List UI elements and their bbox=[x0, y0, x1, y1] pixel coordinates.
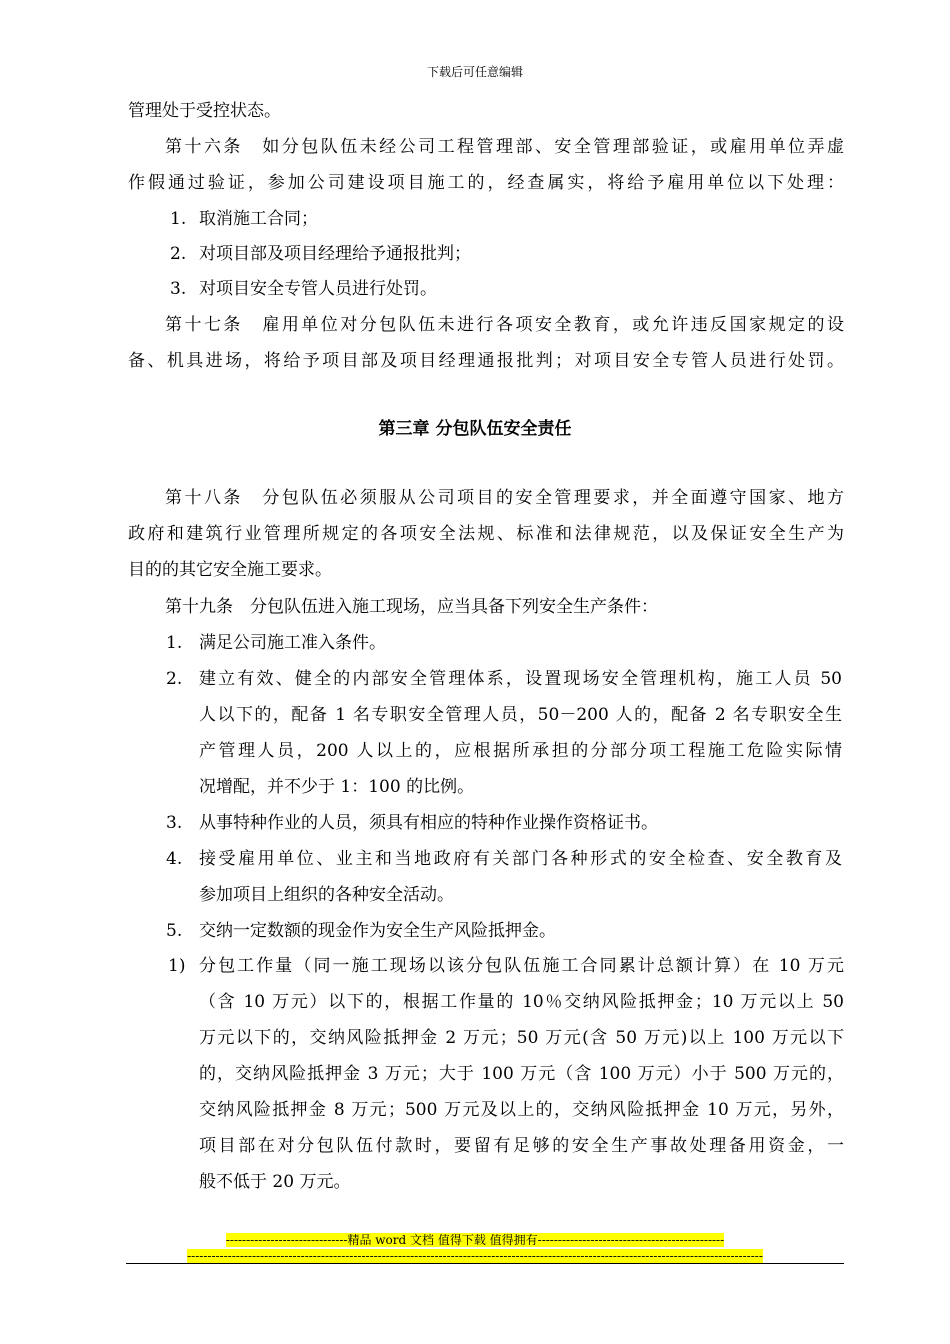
sub-item-continued: 般不低于 20 万元。 bbox=[199, 1172, 351, 1192]
list-number: 2. bbox=[166, 669, 183, 689]
list-item: 接受雇用单位、业主和当地政府有关部门各种形式的安全检查、安全教育及 bbox=[199, 849, 842, 869]
list-item: 建立有效、健全的内部安全管理体系，设置现场安全管理机构，施工人员 50 bbox=[199, 669, 842, 689]
article-16-line-1: 第十六条 如分包队伍未经公司工程管理部、安全管理部验证，或雇用单位弄虚 bbox=[165, 137, 844, 157]
article-18-line-2: 政府和建筑行业管理所规定的各项安全法规、标准和法律规范，以及保证安全生产为 bbox=[128, 524, 844, 544]
page-header-note: 下载后可任意编辑 bbox=[426, 65, 523, 79]
footer-banner-dashes: ---------------------------------------------------------------------------------------------------------------------------------------------- bbox=[187, 1249, 763, 1263]
sub-item-continued: 的，交纳风险抵押金 3 万元；大于 100 万元（含 100 万元）小于 500 万元的， bbox=[199, 1064, 844, 1084]
article-17-line-1: 第十七条 雇用单位对分包队伍未进行各项安全教育，或允许违反国家规定的设 bbox=[165, 315, 844, 335]
article-18-line-3: 目的的其它安全施工要求。 bbox=[128, 560, 332, 580]
sub-item-continued: 交纳风险抵押金 8 万元；500 万元及以上的，交纳风险抵押金 10 万元，另外， bbox=[199, 1100, 844, 1120]
list-item: 对项目安全专管人员进行处罚。 bbox=[199, 279, 437, 299]
footer-rule bbox=[126, 1263, 844, 1264]
list-number: 4. bbox=[166, 849, 183, 869]
list-item: 取消施工合同； bbox=[199, 209, 318, 229]
list-number: 3. bbox=[166, 813, 183, 833]
article-16-line-2: 作假通过验证，参加公司建设项目施工的，经查属实，将给予雇用单位以下处理： bbox=[128, 173, 844, 193]
list-number: 1. bbox=[166, 633, 183, 653]
list-item: 对项目部及项目经理给予通报批判； bbox=[199, 244, 471, 264]
list-number: 5. bbox=[166, 921, 183, 941]
paragraph-line: 管理处于受控状态。 bbox=[128, 101, 281, 121]
list-item: 交纳一定数额的现金作为安全生产风险抵押金。 bbox=[199, 921, 556, 941]
sub-item-continued: 万元以下的，交纳风险抵押金 2 万元；50 万元(含 50 万元)以上 100 万元以下 bbox=[199, 1028, 844, 1048]
list-item: 从事特种作业的人员，须具有相应的特种作业操作资格证书。 bbox=[199, 813, 658, 833]
article-19-line-1: 第十九条 分包队伍进入施工现场，应当具备下列安全生产条件： bbox=[165, 597, 658, 617]
list-item-continued: 产管理人员，200 人以上的，应根据所承担的分部分项工程施工危险实际情 bbox=[199, 741, 842, 761]
list-number: 1. bbox=[170, 209, 187, 229]
footer-banner-2 bbox=[0, 1245, 950, 1264]
list-item-continued: 参加项目上组织的各种安全活动。 bbox=[199, 885, 454, 905]
list-number: 1) bbox=[168, 956, 186, 976]
sub-item: 分包工作量（同一施工现场以该分包队伍施工合同累计总额计算）在 10 万元 bbox=[199, 956, 844, 976]
list-number: 2. bbox=[170, 244, 187, 264]
sub-item-continued: （含 10 万元）以下的，根据工作量的 10％交纳风险抵押金；10 万元以上 50 bbox=[199, 992, 844, 1012]
chapter-title: 第三章 分包队伍安全责任 bbox=[378, 419, 572, 439]
sub-item-continued: 项目部在对分包队伍付款时，要留有足够的安全生产事故处理备用资金，一 bbox=[199, 1136, 844, 1156]
list-item-continued: 人以下的，配备 1 名专职安全管理人员，50－200 人的，配备 2 名专职安全生 bbox=[199, 705, 842, 725]
list-number: 3. bbox=[170, 279, 187, 299]
footer-banner-text: ------------------------------精品 word 文档 值得下载 值得拥有---------------------------------------------- bbox=[225, 1233, 725, 1247]
article-18-line-1: 第十八条 分包队伍必须服从公司项目的安全管理要求，并全面遵守国家、地方 bbox=[165, 488, 844, 508]
list-item-continued: 况增配，并不少于 1：100 的比例。 bbox=[199, 777, 475, 797]
list-item: 满足公司施工准入条件。 bbox=[199, 633, 386, 653]
article-17-line-2: 备、机具进场，将给予项目部及项目经理通报批判；对项目安全专管人员进行处罚。 bbox=[128, 351, 844, 371]
